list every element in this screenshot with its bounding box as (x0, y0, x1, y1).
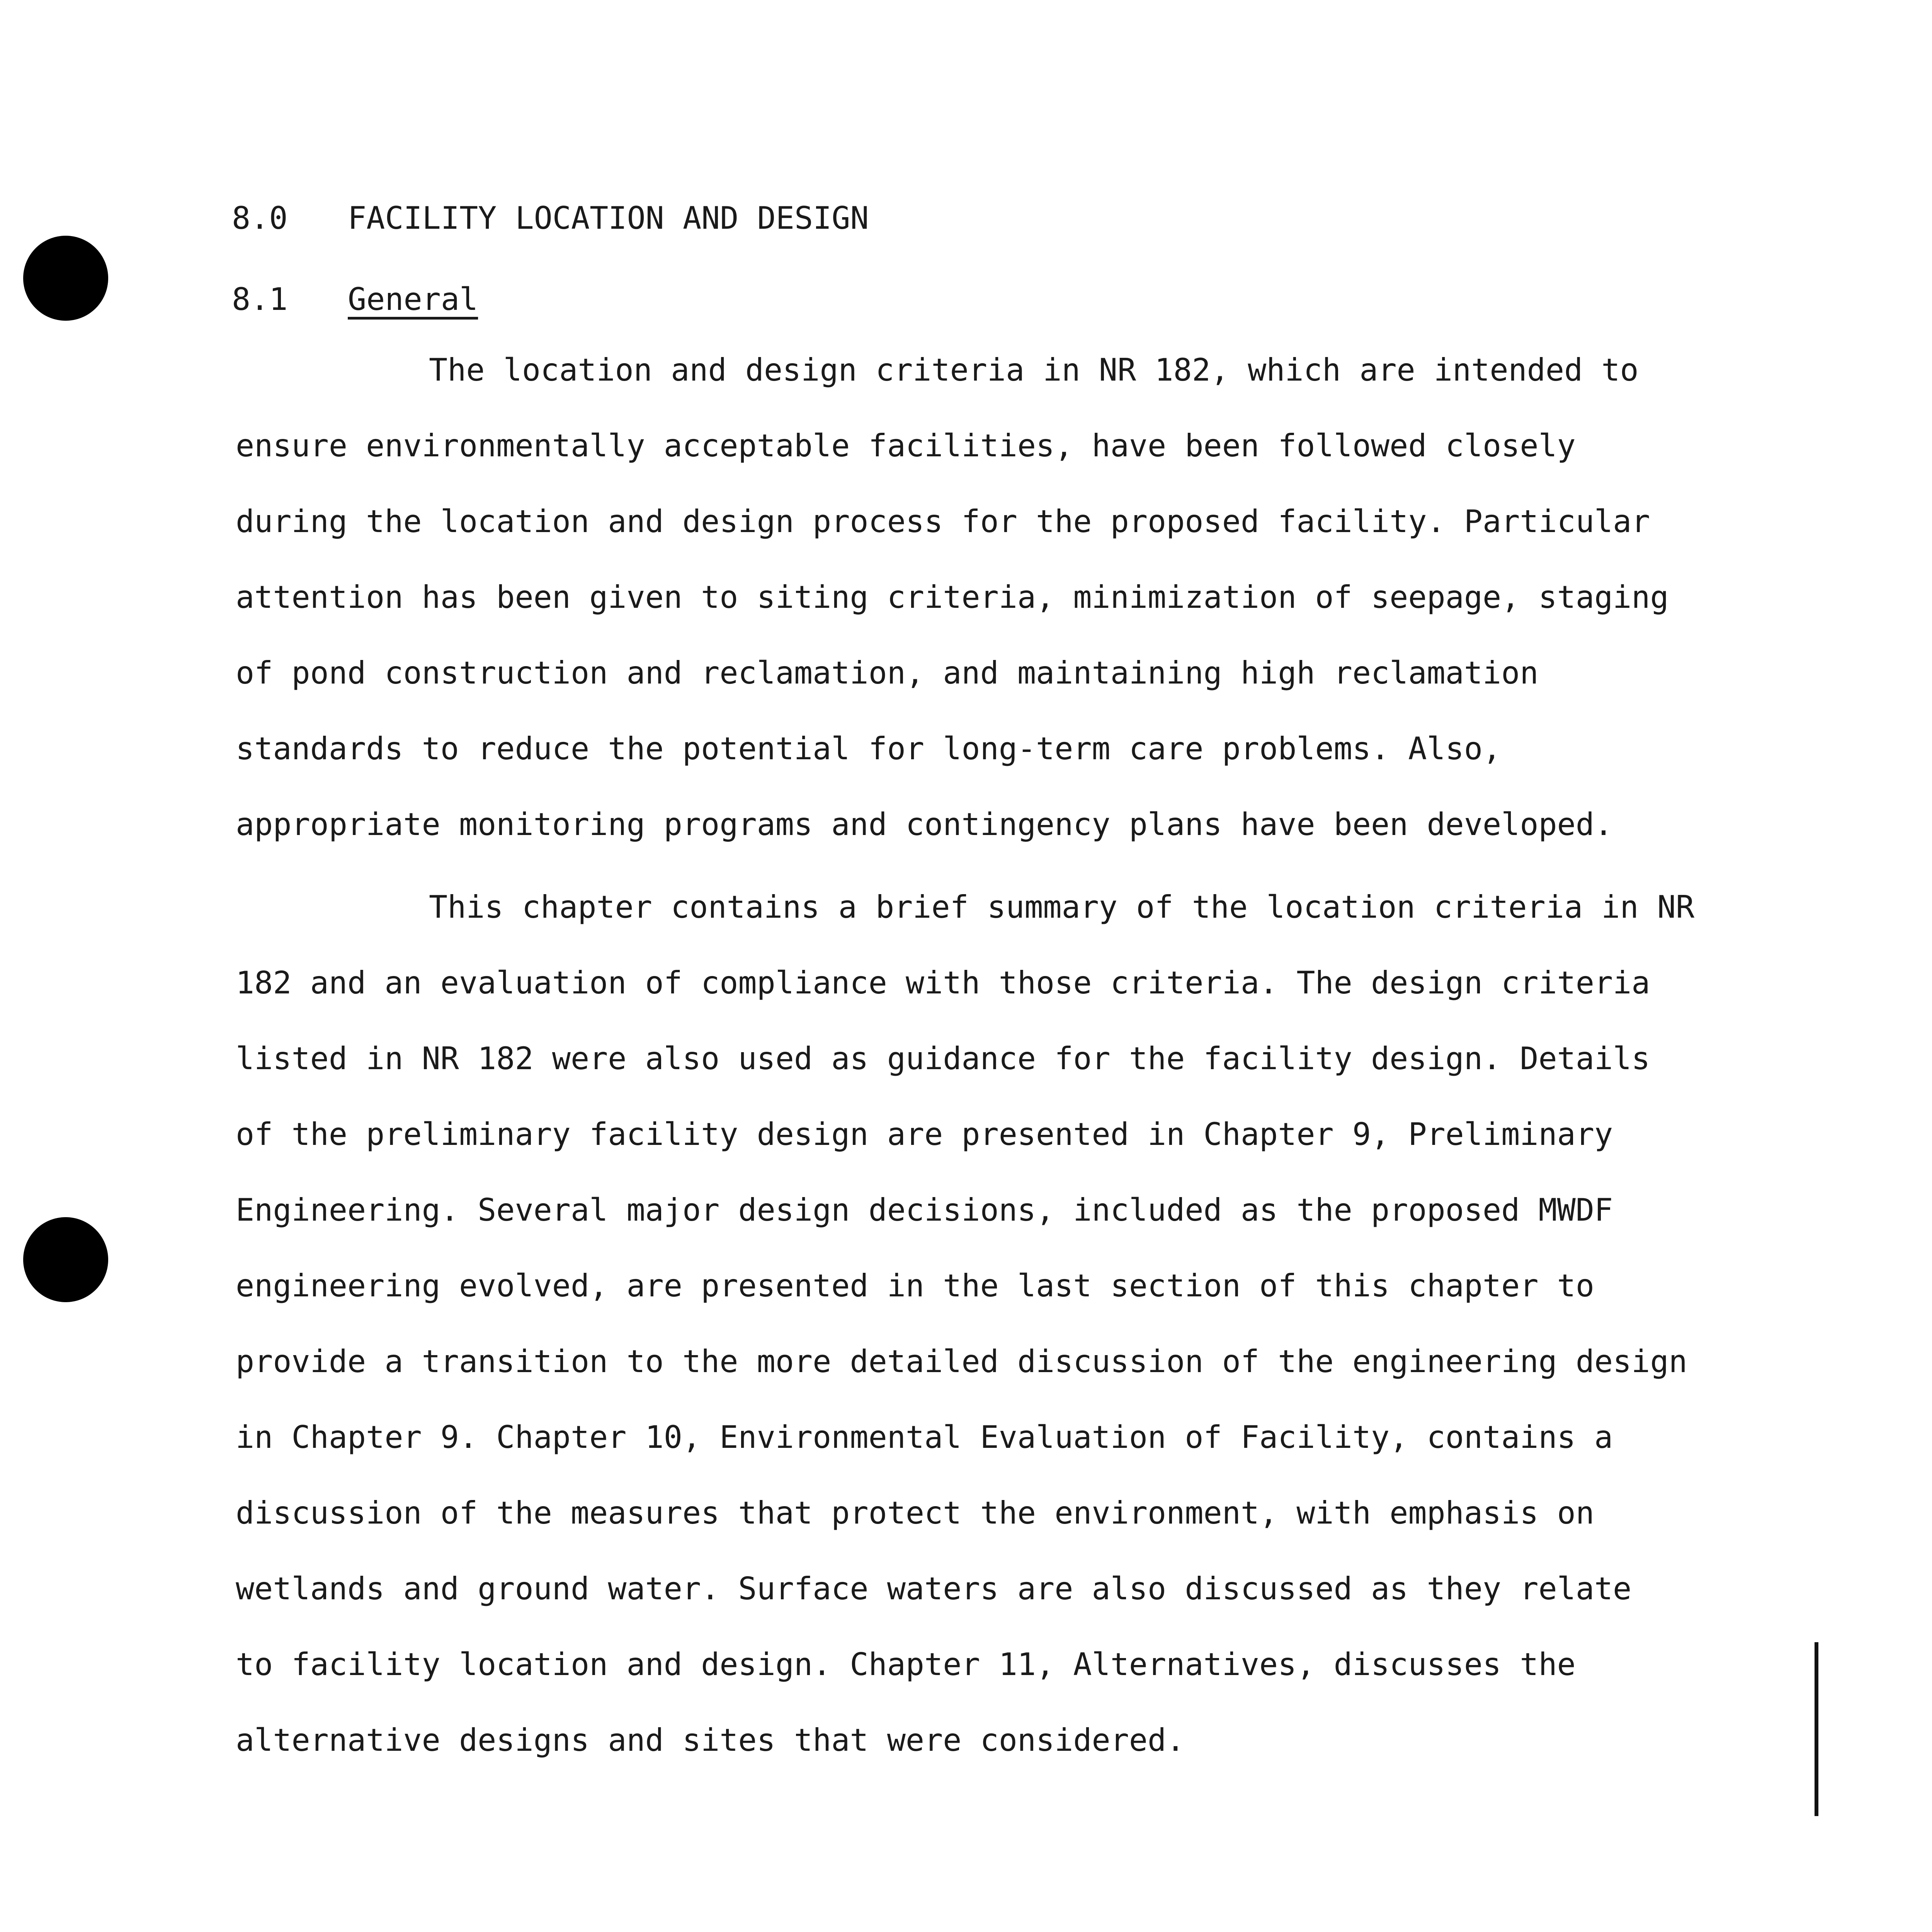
punch-hole-middle (23, 1217, 108, 1302)
paragraph-line: during the location and design process for the proposed facility. Particular (236, 503, 1650, 539)
punch-hole-top (23, 236, 108, 321)
paragraph-line: alternative designs and sites that were considered. (236, 1722, 1185, 1758)
paragraph-line: This chapter contains a brief summary of the location criteria in NR (429, 889, 1695, 925)
paragraph-line: in Chapter 9. Chapter 10, Environmental Evaluation of Facility, contains a (236, 1419, 1613, 1455)
paragraph-line: to facility location and design. Chapter 11, Alternatives, discusses the (236, 1646, 1576, 1682)
paragraph-line: The location and design criteria in NR 182, which are intended to (429, 352, 1639, 388)
paragraph-line: Engineering. Several major design decisions, included as the proposed MWDF (236, 1192, 1613, 1228)
section-title: General (348, 281, 478, 317)
section-number: 8.1 (232, 281, 288, 317)
chapter-number: 8.0 (232, 200, 288, 236)
paragraph-line: provide a transition to the more detailed discussion of the engineering design (236, 1344, 1687, 1379)
paragraph-line: wetlands and ground water. Surface waters are also discussed as they relate (236, 1571, 1632, 1607)
revision-change-bar (1815, 1642, 1818, 1816)
chapter-title: FACILITY LOCATION AND DESIGN (348, 200, 869, 236)
paragraph-line: appropriate monitoring programs and contingency plans have been developed. (236, 806, 1613, 842)
paragraph-2 (236, 869, 1774, 1778)
paragraph-line: 182 and an evaluation of compliance with those criteria. The design criteria (236, 965, 1650, 1001)
paragraph-line: standards to reduce the potential for long-term care problems. Also, (236, 731, 1502, 767)
paragraph-line: ensure environmentally acceptable facilities, have been followed closely (236, 428, 1576, 464)
section-heading (232, 280, 478, 319)
paragraph-line: discussion of the measures that protect the environment, with emphasis on (236, 1495, 1594, 1531)
paragraph-line: of the preliminary facility design are presented in Chapter 9, Preliminary (236, 1116, 1613, 1152)
paragraph-line: listed in NR 182 were also used as guidance for the facility design. Details (236, 1041, 1650, 1077)
paragraph-line: of pond construction and reclamation, and maintaining high reclamation (236, 655, 1539, 691)
chapter-heading (232, 199, 869, 238)
paragraph-line: attention has been given to siting criteria, minimization of seepage, staging (236, 579, 1669, 615)
paragraph-line: engineering evolved, are presented in the last section of this chapter to (236, 1268, 1594, 1304)
paragraph-1 (236, 332, 1774, 862)
